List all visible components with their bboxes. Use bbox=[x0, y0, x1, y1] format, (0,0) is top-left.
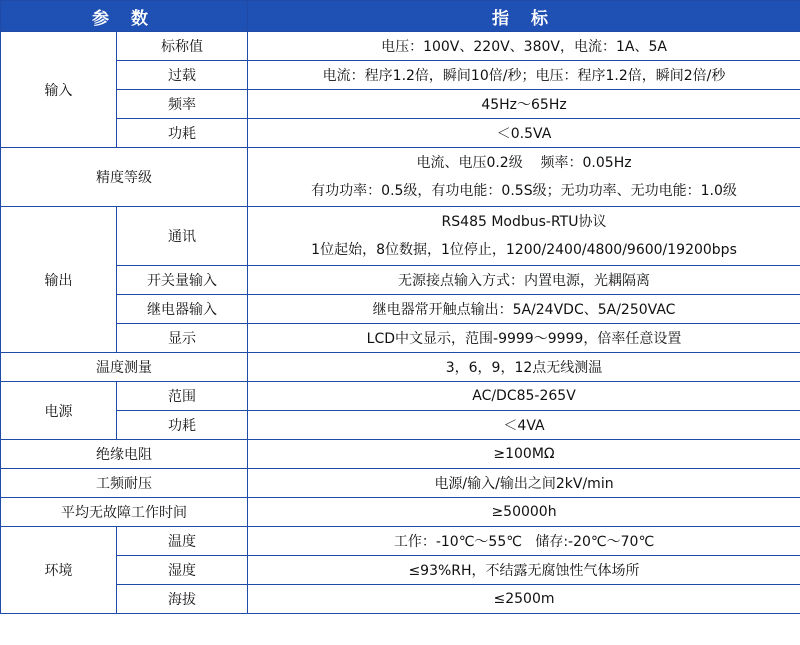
table-row bbox=[1, 32, 800, 61]
row-label: 温度 bbox=[117, 527, 248, 556]
row-value: 45Hz～65Hz bbox=[248, 90, 800, 119]
accuracy-label: 精度等级 bbox=[1, 148, 248, 207]
accuracy-line-1: 电流、电压0.2级 频率：0.05Hz bbox=[416, 155, 632, 171]
comm-line-2: 1位起始，8位数据，1位停止，1200/2400/4800/9600/19200bps bbox=[311, 242, 737, 258]
group-input: 输入 bbox=[1, 32, 117, 148]
table-row bbox=[1, 556, 800, 585]
row-label: 功耗 bbox=[117, 411, 248, 440]
group-env: 环境 bbox=[1, 527, 117, 614]
table-row bbox=[1, 440, 800, 469]
table-row bbox=[1, 90, 800, 119]
table-row bbox=[1, 469, 800, 498]
row-label: 绝缘电阻 bbox=[1, 440, 248, 469]
row-value: ≤2500m bbox=[248, 585, 800, 614]
table-row bbox=[1, 295, 800, 324]
row-label: 标称值 bbox=[117, 32, 248, 61]
header-row bbox=[1, 1, 800, 32]
comm-value bbox=[248, 207, 800, 266]
table-row bbox=[1, 324, 800, 353]
comm-line-1: RS485 Modbus-RTU协议 bbox=[441, 214, 607, 230]
table-row bbox=[1, 207, 800, 266]
table-row bbox=[1, 148, 800, 207]
row-value: 工作：-10℃～55℃ 储存:-20℃～70℃ bbox=[248, 527, 800, 556]
row-label: 通讯 bbox=[117, 207, 248, 266]
row-value: LCD中文显示，范围-9999～9999，倍率任意设置 bbox=[248, 324, 800, 353]
row-value: 继电器常开触点输出：5A/24VDC、5A/250VAC bbox=[248, 295, 800, 324]
table-row bbox=[1, 411, 800, 440]
header-param: 参 数 bbox=[1, 1, 248, 32]
table-row bbox=[1, 585, 800, 614]
table-row bbox=[1, 498, 800, 527]
header-spec: 指 标 bbox=[248, 1, 800, 32]
accuracy-line-2: 有功功率：0.5级，有功电能：0.5S级；无功功率、无功电能：1.0级 bbox=[311, 183, 737, 199]
table-row bbox=[1, 266, 800, 295]
row-label: 湿度 bbox=[117, 556, 248, 585]
table-row bbox=[1, 119, 800, 148]
row-value: 无源接点输入方式：内置电源，光耦隔离 bbox=[248, 266, 800, 295]
table-row bbox=[1, 353, 800, 382]
row-label: 工频耐压 bbox=[1, 469, 248, 498]
row-label: 平均无故障工作时间 bbox=[1, 498, 248, 527]
row-value: 电源/输入/输出之间2kV/min bbox=[248, 469, 800, 498]
row-label: 开关量输入 bbox=[117, 266, 248, 295]
row-label: 显示 bbox=[117, 324, 248, 353]
table-row bbox=[1, 61, 800, 90]
row-value: ≥100MΩ bbox=[248, 440, 800, 469]
row-label: 功耗 bbox=[117, 119, 248, 148]
row-value: 3，6，9，12点无线测温 bbox=[248, 353, 800, 382]
row-label: 过载 bbox=[117, 61, 248, 90]
row-value: AC/DC85-265V bbox=[248, 382, 800, 411]
row-label: 温度测量 bbox=[1, 353, 248, 382]
table-row bbox=[1, 527, 800, 556]
accuracy-value bbox=[248, 148, 800, 207]
row-value: ＜0.5VA bbox=[248, 119, 800, 148]
row-value: ≤93%RH，不结露无腐蚀性气体场所 bbox=[248, 556, 800, 585]
row-value: ＜4VA bbox=[248, 411, 800, 440]
table-row bbox=[1, 382, 800, 411]
row-label: 继电器输入 bbox=[117, 295, 248, 324]
row-label: 频率 bbox=[117, 90, 248, 119]
row-value: 电流：程序1.2倍，瞬间10倍/秒；电压：程序1.2倍，瞬间2倍/秒 bbox=[248, 61, 800, 90]
row-value: ≥50000h bbox=[248, 498, 800, 527]
row-label: 海拔 bbox=[117, 585, 248, 614]
group-power: 电源 bbox=[1, 382, 117, 440]
group-output: 输出 bbox=[1, 207, 117, 353]
row-label: 范围 bbox=[117, 382, 248, 411]
row-value: 电压：100V、220V、380V，电流：1A、5A bbox=[248, 32, 800, 61]
